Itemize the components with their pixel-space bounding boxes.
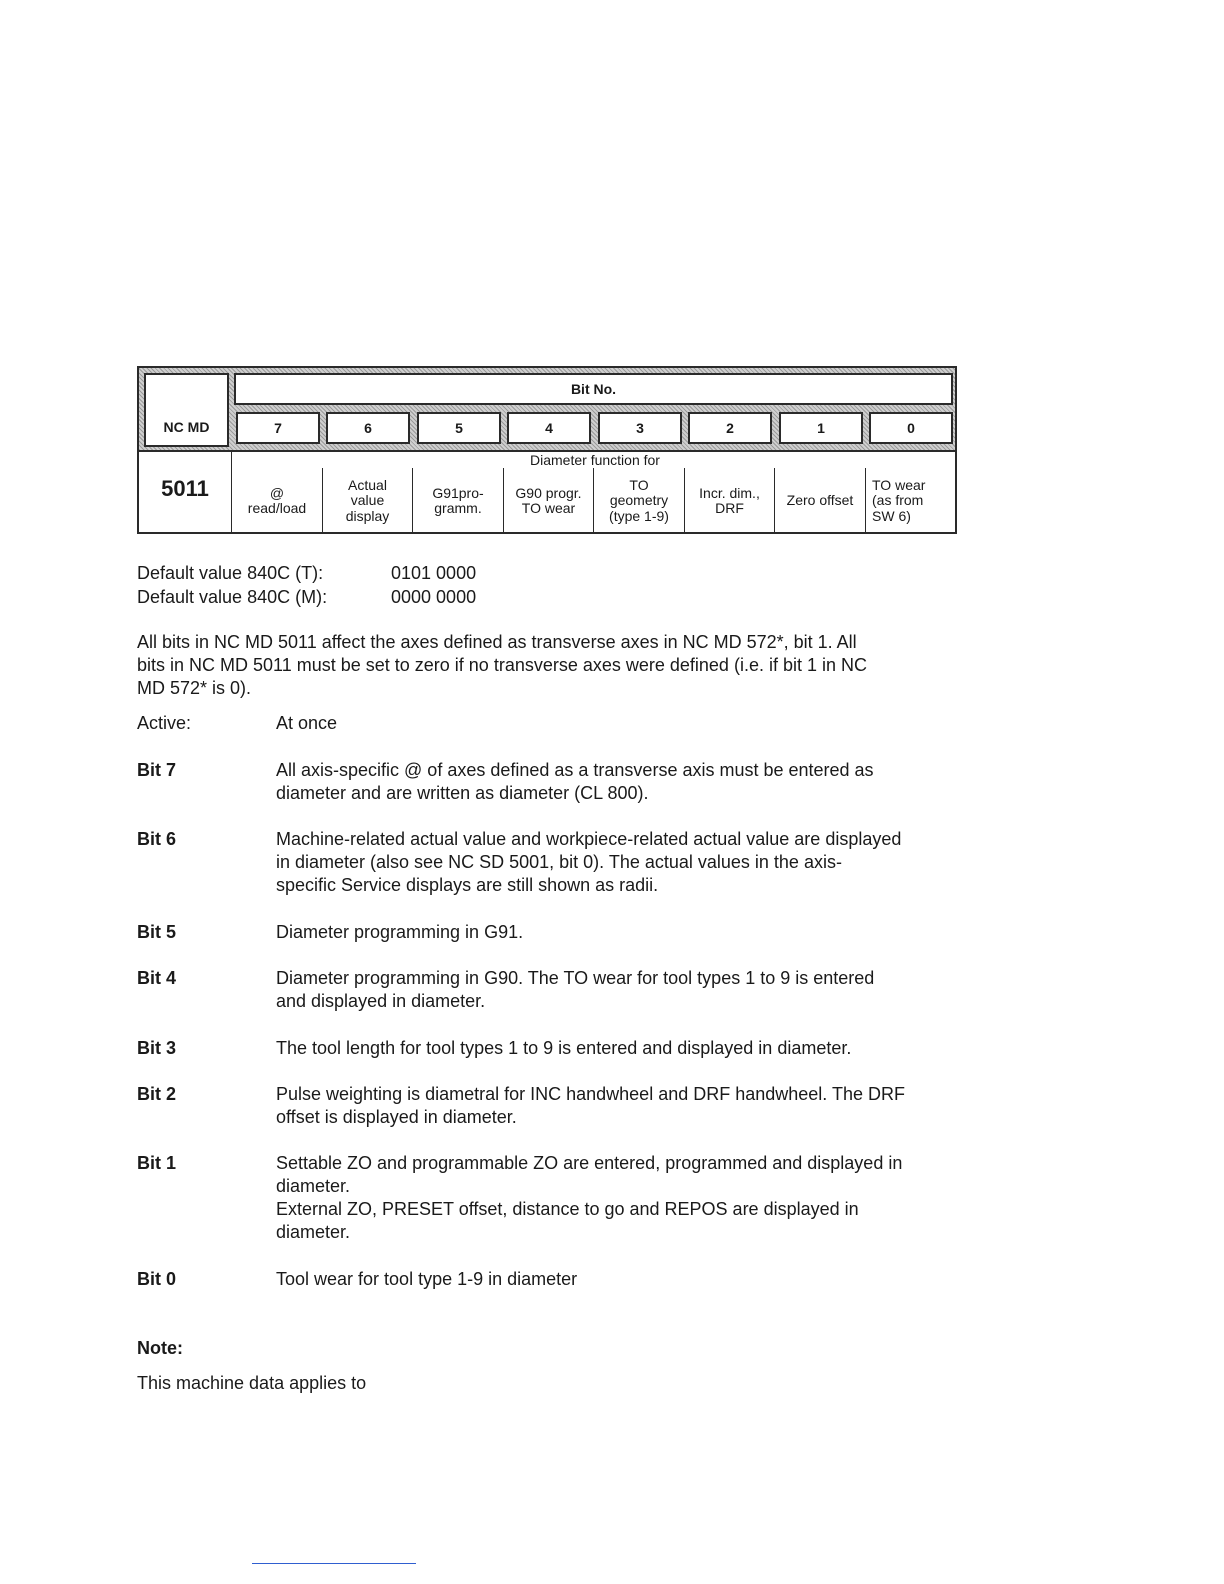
bit-0-description: TO wear (as from SW 6): [872, 476, 926, 524]
bit-4-text: Diameter programming in G90. The TO wear for tool types 1 to 9 is entered and displayed in diameter.: [276, 968, 875, 1011]
bit-header-0: 0: [869, 412, 953, 444]
default-value-t: 0101 0000: [391, 563, 477, 583]
bit-2-description: Incr. dim., DRF: [699, 484, 760, 516]
bit-1-label: Bit 1: [137, 1153, 177, 1173]
bit-4-description: G90 progr. TO wear: [515, 484, 582, 516]
bit-0-text: Tool wear for tool type 1-9 in diameter: [276, 1269, 578, 1289]
bit-3-description: TO geometry (type 1-9): [609, 476, 669, 524]
default-value-m: 0000 0000: [391, 587, 477, 607]
bit-5-label: Bit 5: [137, 922, 177, 942]
note-text: This machine data applies to: [137, 1373, 367, 1393]
default-label-t: Default value 840C (T):: [137, 563, 324, 583]
bit-2-label: Bit 2: [137, 1084, 177, 1104]
bit-3-text: The tool length for tool types 1 to 9 is entered and displayed in diameter.: [276, 1038, 852, 1058]
diameter-function-caption: Diameter function for: [530, 452, 660, 468]
bit-4-label: Bit 4: [137, 968, 177, 988]
bit-no-header: Bit No.: [234, 373, 953, 405]
md-number: 5011: [161, 476, 209, 501]
bit-7-description: @ read/load: [247, 484, 307, 516]
note-label: Note:: [137, 1338, 183, 1358]
bit-2-text: Pulse weighting is diametral for INC handwheel and DRF handwheel. The DRF offset is displayed in diameter.: [276, 1084, 905, 1127]
bit-3-label: Bit 3: [137, 1038, 177, 1058]
bit-7-label: Bit 7: [137, 760, 177, 780]
bit-header-6: 6: [326, 412, 410, 444]
intro-line: MD 572* is 0).: [137, 678, 252, 698]
bit-1-text: Settable ZO and programmable ZO are entered, programmed and displayed in diameter. External ZO, PRESET offset, distance to go and REPOS are displayed in diameter.: [276, 1153, 903, 1242]
intro-line: All bits in NC MD 5011 affect the axes defined as transverse axes in NC MD 572*, bit 1. All: [137, 632, 857, 652]
bit-header-1: 1: [779, 412, 863, 444]
intro-line: bits in NC MD 5011 must be set to zero if no transverse axes were defined (i.e. if bit 1 in NC: [137, 655, 867, 675]
bit-7-text: All axis-specific @ of axes defined as a transverse axis must be entered as diameter and are written as diameter (CL 800).: [276, 760, 874, 803]
bit-header-7: 7: [236, 412, 320, 444]
bit-5-text: Diameter programming in G91.: [276, 922, 524, 942]
bit-header-5: 5: [417, 412, 501, 444]
bit-6-description: Actual value display: [345, 476, 390, 524]
bit-6-text: Machine-related actual value and workpiece-related actual value are displayed in diameter (also see NC SD 5001, bit 0). The actual values in the axis- specific Service displays are still shown as radii.: [276, 829, 902, 895]
bit-5-description: G91pro- gramm.: [432, 484, 484, 516]
bit-table: [137, 366, 957, 534]
active-value: At once: [276, 713, 338, 733]
bit-header-4: 4: [507, 412, 591, 444]
bit-0-label: Bit 0: [137, 1269, 177, 1289]
footer-link-underline: [252, 1563, 416, 1564]
default-label-m: Default value 840C (M):: [137, 587, 328, 607]
nc-md-header: NC MD: [144, 373, 229, 447]
bit-1-description: Zero offset: [786, 492, 854, 509]
active-label: Active:: [137, 713, 192, 733]
bit-header-2: 2: [688, 412, 772, 444]
bit-6-label: Bit 6: [137, 829, 177, 849]
bit-header-3: 3: [598, 412, 682, 444]
